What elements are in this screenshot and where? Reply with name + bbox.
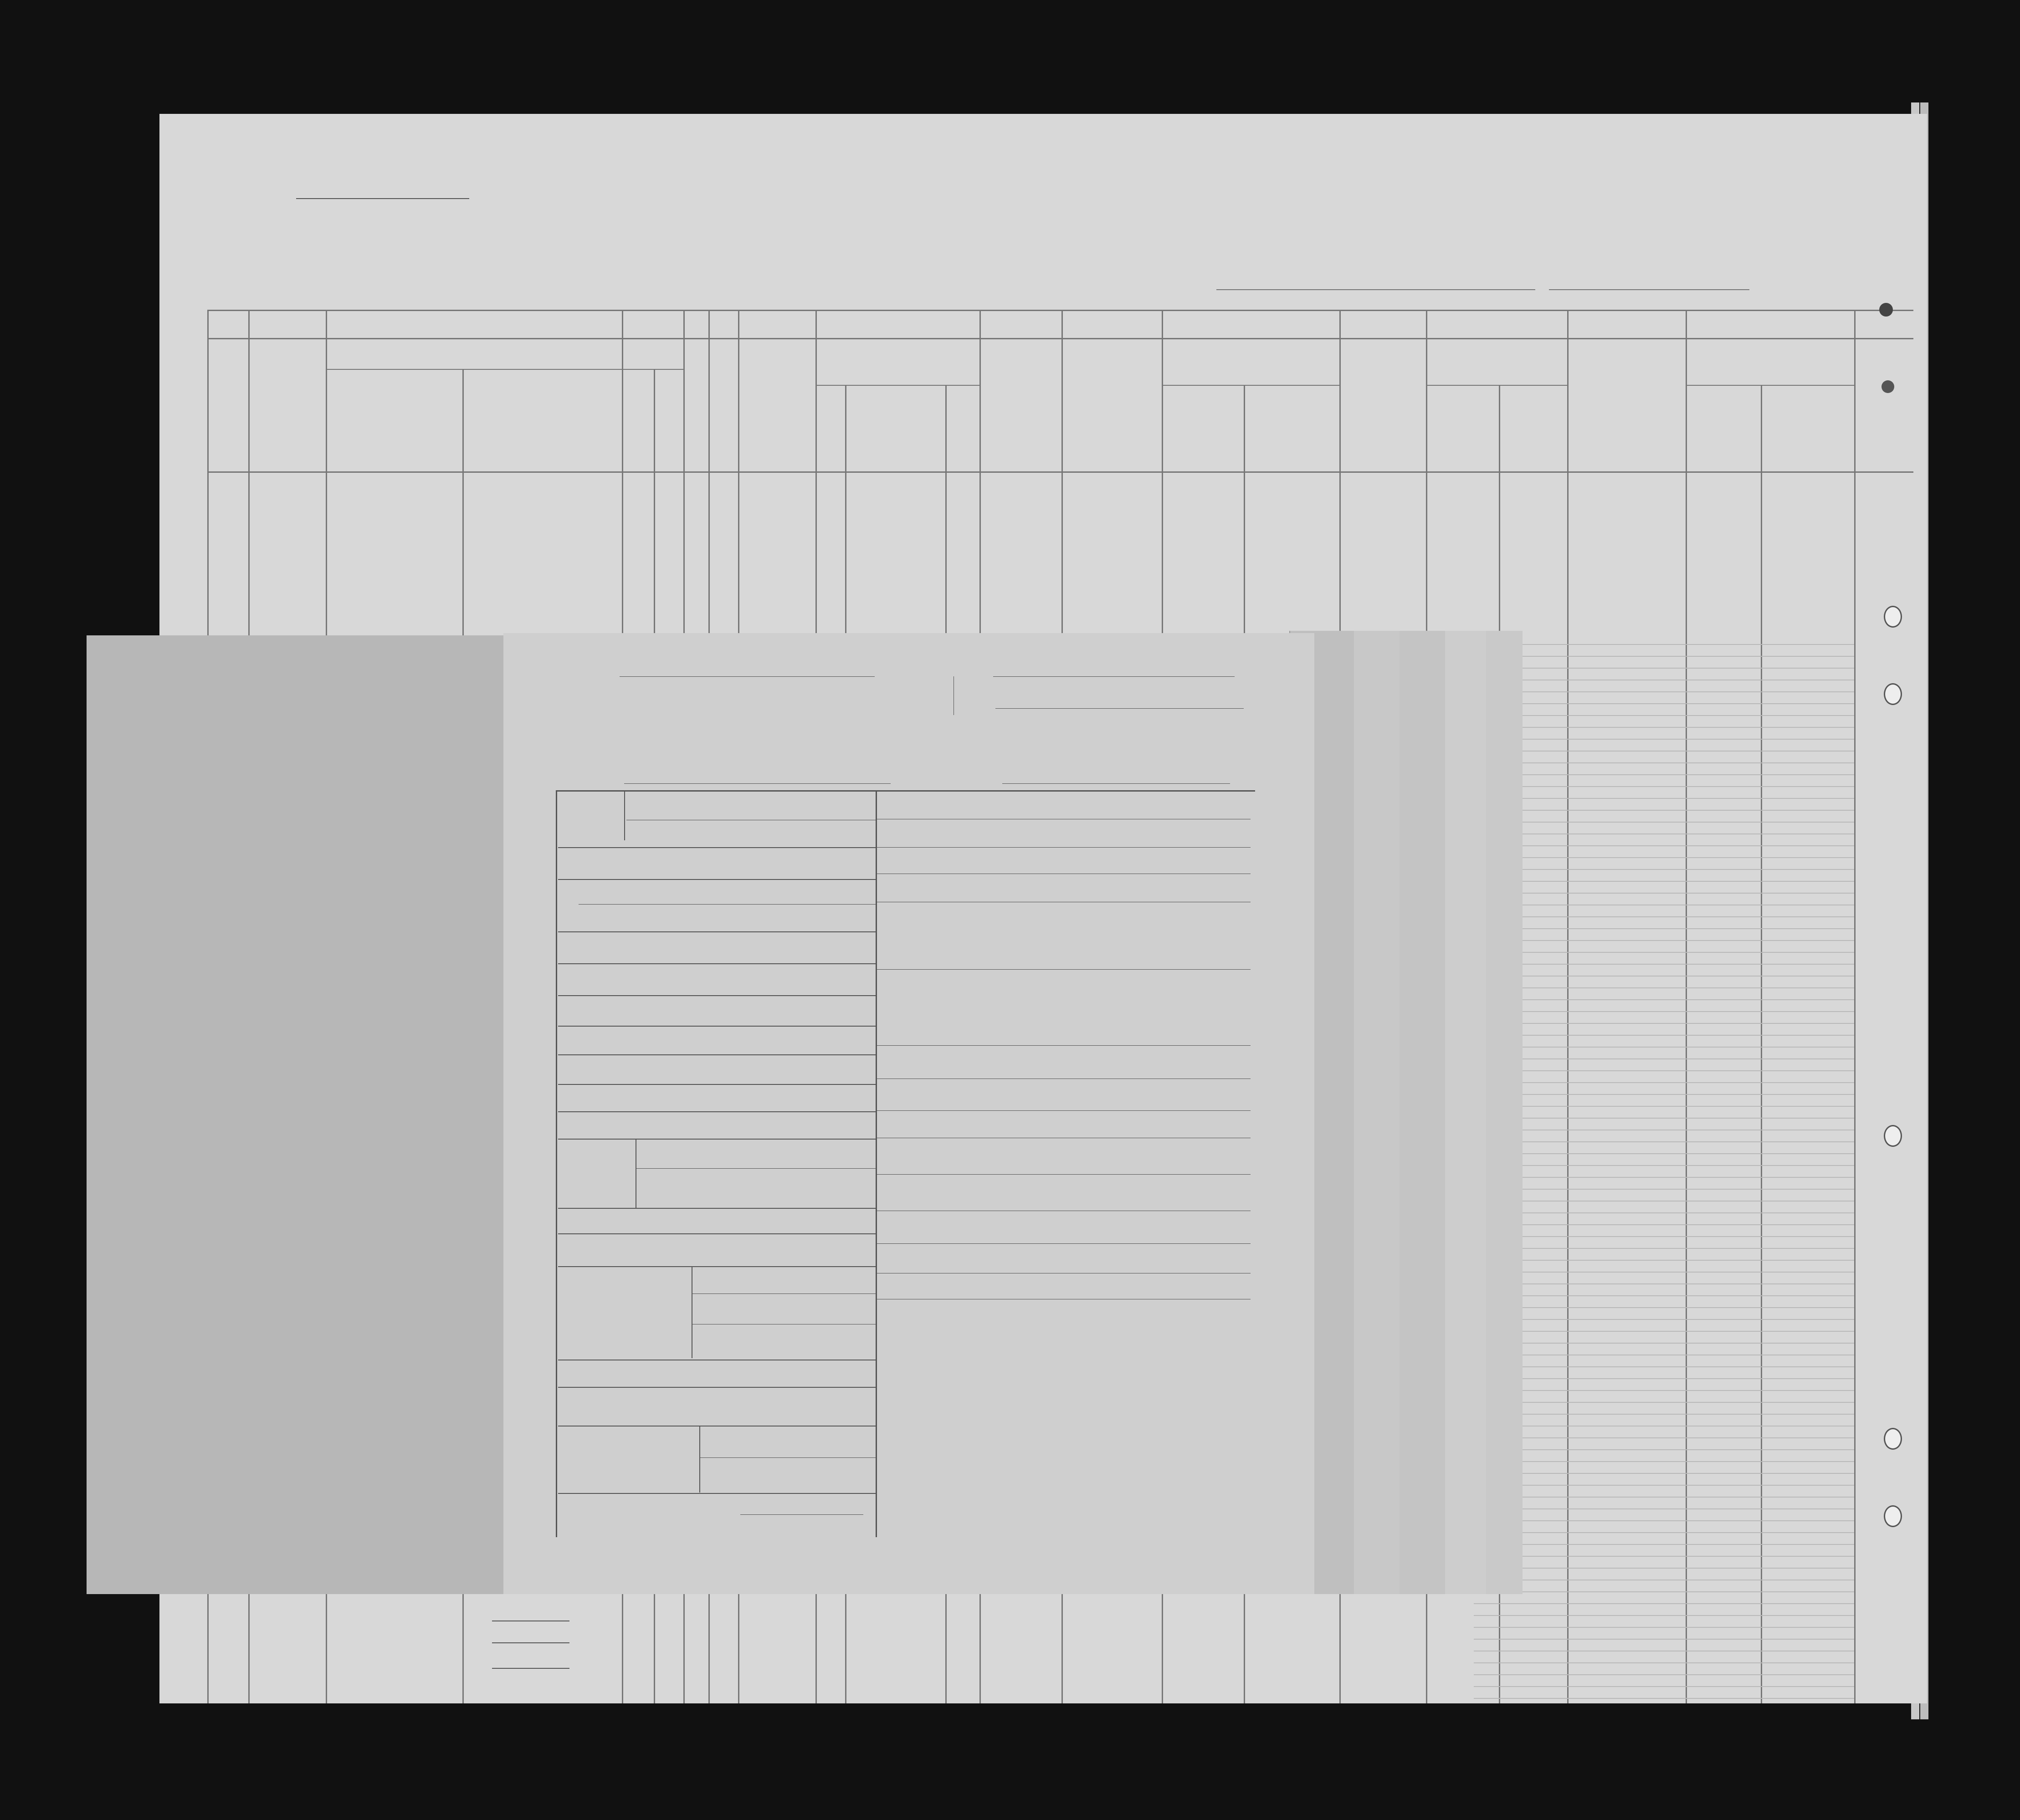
ruled-rows — [1474, 633, 1854, 1703]
grid-line — [326, 369, 622, 370]
destination-brace — [699, 1426, 700, 1493]
field-line — [636, 1168, 876, 1169]
grid-line — [207, 310, 1913, 311]
binder-hole — [1884, 606, 1902, 628]
passenger-record — [503, 633, 1314, 1594]
field-line — [558, 963, 876, 964]
grid-line — [1854, 310, 1856, 1703]
field-line — [558, 1139, 876, 1140]
field-line — [558, 879, 876, 880]
total-line — [492, 1642, 569, 1643]
field-line — [877, 1174, 1251, 1175]
field-line — [877, 1045, 1251, 1046]
name-line — [993, 676, 1235, 677]
binder-hole-dark — [1879, 303, 1893, 317]
field-line — [692, 1293, 876, 1294]
field-line — [700, 1457, 876, 1458]
sailing-line — [1216, 289, 1535, 290]
grid-line — [207, 338, 1913, 339]
field-line — [558, 847, 876, 848]
section-line — [556, 790, 1255, 792]
field-line — [558, 1493, 876, 1494]
field-line — [558, 1387, 876, 1388]
binder-hole — [1884, 1505, 1902, 1527]
column-divider — [876, 790, 877, 1537]
total-line — [492, 1668, 569, 1669]
field-line — [877, 1243, 1251, 1244]
field-line — [558, 931, 876, 932]
date-line — [1549, 289, 1749, 290]
grid-line — [1426, 385, 1567, 386]
field-line — [877, 1110, 1251, 1111]
carrier-line — [620, 676, 875, 677]
gov-box-divider — [624, 790, 625, 840]
field-line — [558, 995, 876, 996]
field-line — [558, 1111, 876, 1112]
binder-hole-dark — [1882, 380, 1894, 393]
grid-line — [1686, 385, 1854, 386]
field-line — [558, 1233, 876, 1234]
binder-hole — [1884, 683, 1902, 705]
field-line — [558, 1054, 876, 1055]
departure-line — [624, 783, 891, 784]
field-line — [877, 969, 1251, 970]
binder-hole — [1884, 1125, 1902, 1147]
inspector-line — [740, 1514, 863, 1515]
number-line — [995, 708, 1244, 709]
list-underline — [296, 198, 469, 199]
grid-line — [622, 369, 683, 370]
field-line — [558, 1084, 876, 1085]
field-line — [558, 1266, 876, 1267]
folded-sheet — [87, 635, 506, 1594]
field-line — [579, 904, 876, 905]
field-line — [877, 847, 1251, 848]
grid-line — [1162, 385, 1339, 386]
field-line — [558, 1208, 876, 1209]
field-line — [558, 1026, 876, 1027]
grid-line — [815, 385, 979, 386]
record-border — [556, 790, 557, 1537]
date-line — [1002, 783, 1230, 784]
binder-hole — [1884, 1428, 1902, 1450]
